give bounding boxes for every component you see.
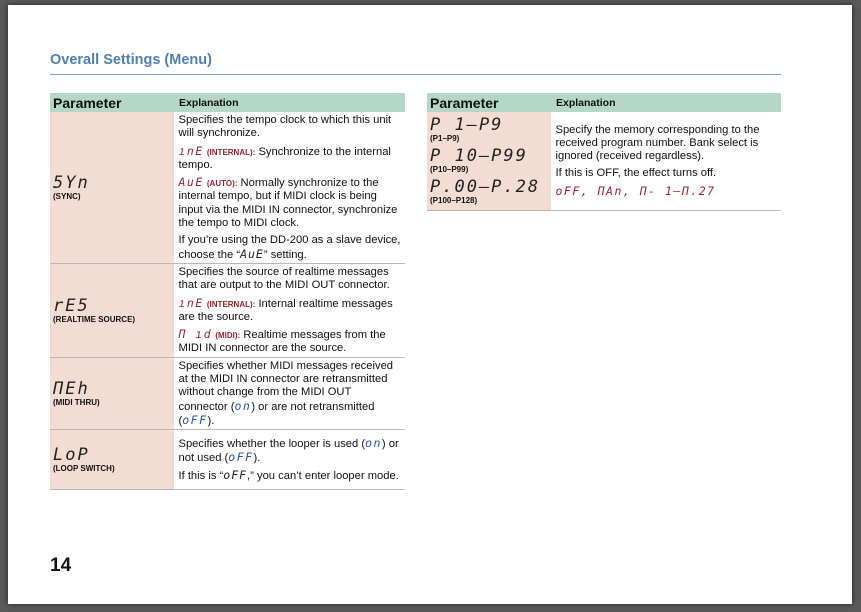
explanation-cell-sync — [174, 112, 405, 263]
explanation-cell-midi-thru — [174, 357, 405, 429]
param-name-loop-switch: (LOOP SWITCH) — [53, 464, 115, 474]
option-tag: (INTERNAL): — [206, 299, 256, 309]
option-tag: (AUTO): — [206, 179, 238, 189]
option-text: Synchronize to the internal tempo. — [178, 145, 391, 171]
explanation-off-note: If this is OFF, the effect turns off. — [555, 167, 717, 180]
option-internal — [179, 145, 403, 173]
option-display: ınE — [178, 295, 204, 310]
option-internal — [179, 297, 403, 325]
param-cell-loop-switch — [50, 430, 174, 490]
param-range-3 — [430, 178, 548, 206]
param-range-label: (P1–P9) — [430, 134, 460, 144]
slave-note — [179, 234, 403, 262]
option-midi — [179, 328, 403, 356]
note-display: AuE — [240, 246, 264, 261]
param-display-sync: 5Yn — [53, 172, 90, 193]
param-name-realtime-source: (REALTIME SOURCE) — [53, 314, 136, 324]
left-parameter-table — [50, 93, 405, 490]
param-name-midi-thru: (MIDI THRU) — [53, 397, 100, 407]
header-explanation: Explanation — [174, 93, 405, 112]
param-display-realtime-source: rE5 — [53, 295, 90, 316]
value-on: on — [234, 398, 252, 413]
values-display: oFF, ΠAn, Π- 1–Π.27 — [555, 183, 716, 198]
text-part: ). — [253, 452, 261, 465]
table-row — [50, 430, 405, 490]
explanation-intro: Specifies the source of realtime messages that are output to the MIDI OUT connector. — [178, 265, 390, 292]
option-tag: (MIDI): — [215, 331, 241, 341]
value-list — [556, 185, 779, 199]
table-row — [50, 263, 405, 357]
text-part: Specifies whether the looper is used ( — [178, 437, 366, 450]
param-display-midi-thru: ΠEh — [53, 378, 90, 399]
option-display: ınE — [178, 143, 204, 158]
header-parameter: Parameter — [427, 93, 551, 112]
explanation-text: Specify the memory corresponding to the received program number. Bank select is ignored (received regardless). — [555, 123, 760, 163]
param-cell-midi-thru — [50, 357, 174, 429]
explanation-intro: Specifies the tempo clock to which this unit will synchronize. — [178, 114, 392, 140]
header-parameter: Parameter — [50, 93, 174, 112]
looper-note — [179, 469, 403, 483]
option-text: Normally synchronize to the internal tempo, but if MIDI clock is being input via the MIDI IN connector, synchronize the tempo to MIDI clock. — [178, 177, 398, 230]
value-on: on — [365, 435, 382, 450]
table-row — [427, 112, 781, 210]
explanation-cell-loop-switch — [174, 430, 405, 490]
text-part: ) or not used ( — [178, 437, 399, 465]
value-off: oFF — [182, 412, 208, 427]
param-range-label: (P10–P99) — [430, 165, 469, 175]
param-cell-program — [427, 112, 551, 210]
manual-page — [8, 5, 852, 604]
option-text: Realtime messages from the MIDI IN connector are the source. — [178, 329, 386, 355]
text-part: Specifies whether MIDI messages received at the MIDI IN connector are retransmitted without change from the MIDI OUT connector ( — [178, 359, 394, 413]
table-row — [50, 357, 405, 429]
explanation-text — [179, 437, 403, 466]
note-display: oFF — [223, 468, 248, 483]
param-display: P 1–P9 — [430, 115, 504, 136]
table-header-row — [427, 93, 781, 112]
explanation-cell-realtime-source — [174, 263, 405, 357]
option-display: Π ıd — [178, 327, 213, 342]
value-off: oFF — [228, 450, 254, 465]
param-display: P.00–P.28 — [430, 177, 541, 198]
table-header-row — [50, 93, 405, 112]
param-range-1 — [430, 116, 548, 144]
header-explanation: Explanation — [551, 93, 781, 112]
title-divider — [50, 74, 781, 75]
note-text: ” setting. — [263, 248, 307, 261]
note-text: If you’re using the DD-200 as a slave device, choose the “ — [178, 234, 401, 261]
right-parameter-table — [427, 93, 781, 211]
option-auto — [179, 176, 403, 230]
note-text: ,” you can’t enter looper mode. — [247, 470, 399, 483]
page-number: 14 — [50, 555, 72, 576]
param-cell-sync — [50, 112, 174, 263]
param-cell-realtime-source — [50, 263, 174, 357]
param-range-label: (P100–P128) — [430, 196, 478, 206]
note-text: If this is “ — [178, 470, 224, 483]
option-display: AuE — [178, 175, 204, 190]
text-part: ) or are not retransmitted ( — [178, 400, 375, 427]
section-title: Overall Settings (Menu) — [50, 52, 212, 68]
option-tag: (INTERNAL): — [206, 147, 256, 157]
param-display-loop-switch: LoP — [53, 445, 90, 466]
param-display: P 10–P99 — [430, 146, 528, 167]
explanation-text — [179, 360, 403, 428]
param-name-sync: (SYNC) — [53, 191, 81, 201]
param-range-2 — [430, 147, 548, 175]
option-text: Internal realtime messages are the source. — [178, 297, 393, 323]
explanation-cell-program — [551, 112, 781, 210]
text-part: ). — [207, 414, 215, 427]
table-row — [50, 112, 405, 263]
